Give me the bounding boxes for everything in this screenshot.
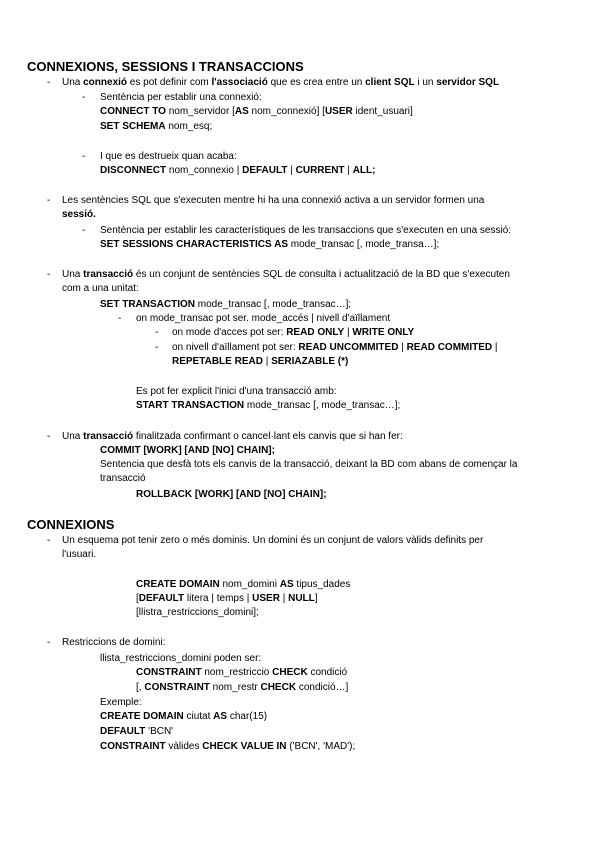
code-set-schema: SET SCHEMA nom_esq; xyxy=(100,121,213,132)
bullet-sessio-definition: Les sentències SQL que s'executen mentre hi ha una connexió activa a un servidor formen una xyxy=(62,195,485,206)
sub-bullet-isolation-level-cont: REPETABLE READ | SERIAZABLE (*) xyxy=(172,356,349,367)
bullet-esquema-dominis-cont: l'usuari. xyxy=(62,549,97,560)
code-start-transaction: START TRANSACTION mode_transac [, mode_transac…]; xyxy=(136,400,401,411)
section-heading-connexions: CONNEXIONS xyxy=(27,517,115,532)
bullet-transaccio-finalitzada: Una transacció finalitzada confirmant o cancel·lant els canvis que si han fer: xyxy=(62,431,403,442)
bullet-sessio-word: sessió. xyxy=(62,209,96,220)
code-set-sessions-characteristics: SET SESSIONS CHARACTERISTICS AS mode_transac [, mode_transa…]; xyxy=(100,239,440,250)
dash-bullet: - xyxy=(47,269,51,280)
bullet-transaccio-continuation: com a una unitat: xyxy=(62,283,139,294)
code-constraint-check: CONSTRAINT nom_restriccio CHECK condició xyxy=(136,667,348,678)
dash-bullet: - xyxy=(155,342,159,353)
dash-bullet: - xyxy=(82,151,86,162)
bullet-esquema-dominis: Un esquema pot tenir zero o més dominis. Un domini és un conjunt de valors vàlids definits per xyxy=(62,535,484,546)
dash-bullet: - xyxy=(155,327,159,338)
bullet-connexio-definition: Una connexió es pot definir com l'associació que es crea entre un client SQL i un servidor SQL xyxy=(62,77,500,88)
code-connect-to: CONNECT TO nom_servidor [AS nom_connexió] [USER ident_usuari] xyxy=(100,106,413,117)
explicit-start-text: Es pot fer explicit l'inici d'una transacció amb: xyxy=(136,386,337,397)
dash-bullet: - xyxy=(82,225,86,236)
dash-bullet: - xyxy=(47,195,51,206)
sub-bullet-access-mode: on mode d'acces pot ser: READ ONLY | WRITE ONLY xyxy=(172,327,415,338)
rollback-description-cont: transacció xyxy=(100,473,146,484)
example-label: Exemple: xyxy=(100,697,142,708)
dash-bullet: - xyxy=(82,92,86,103)
bullet-transaccio-definition: Una transacció és un conjunt de sentències SQL de consulta i actualització de la BD que s'executen xyxy=(62,269,510,280)
code-commit: COMMIT [WORK] [AND [NO] CHAIN]; xyxy=(100,445,275,456)
dash-bullet: - xyxy=(47,535,51,546)
code-default-clause: [DEFAULT litera | temps | USER | NULL] xyxy=(136,593,318,604)
code-restriction-list: [llistra_restriccions_domini]; xyxy=(136,607,259,618)
example-create-domain: CREATE DOMAIN ciutat AS char(15) xyxy=(100,711,268,722)
code-constraint-check-more: [, CONSTRAINT nom_restr CHECK condició…] xyxy=(136,682,349,693)
dash-bullet: - xyxy=(47,431,51,442)
sub-bullet-establish-connection: Sentència per establir una connexió: xyxy=(100,92,262,103)
bullet-domain-restrictions: Restriccions de domini: xyxy=(62,637,166,648)
section-heading-connexions-sessions: CONNEXIONS, SESSIONS I TRANSACCIONS xyxy=(27,59,304,74)
sub-bullet-destroy-connection: I que es destrueix quan acaba: xyxy=(100,151,237,162)
rollback-description: Sentencia que desfà tots els canvis de la transacció, deixant la BD com abans de començar la xyxy=(100,459,518,470)
dash-bullet: - xyxy=(118,313,122,324)
sub-bullet-mode-transac: on mode_transac pot ser. mode_accés | nivell d'aïllament xyxy=(136,313,391,324)
sub-bullet-isolation-level: on nivell d'aïllament pot ser: READ UNCOMMITED | READ COMMITED | xyxy=(172,342,498,353)
code-rollback: ROLLBACK [WORK] [AND [NO] CHAIN]; xyxy=(136,489,327,500)
restrictions-can-be: llista_restriccions_domini poden ser: xyxy=(100,653,262,664)
example-default: DEFAULT 'BCN' xyxy=(100,726,174,737)
code-set-transaction: SET TRANSACTION mode_transac [, mode_transac…]; xyxy=(100,299,352,310)
example-constraint: CONSTRAINT vàlides CHECK VALUE IN ('BCN', 'MAD'); xyxy=(100,741,356,752)
dash-bullet: - xyxy=(47,637,51,648)
code-disconnect: DISCONNECT nom_connexio | DEFAULT | CURRENT | ALL; xyxy=(100,165,376,176)
sub-bullet-session-characteristics: Sentència per establir les característiques de les transaccions que s'executen en una sessió: xyxy=(100,225,512,236)
code-create-domain: CREATE DOMAIN nom_domini AS tipus_dades xyxy=(136,579,351,590)
dash-bullet: - xyxy=(47,77,51,88)
